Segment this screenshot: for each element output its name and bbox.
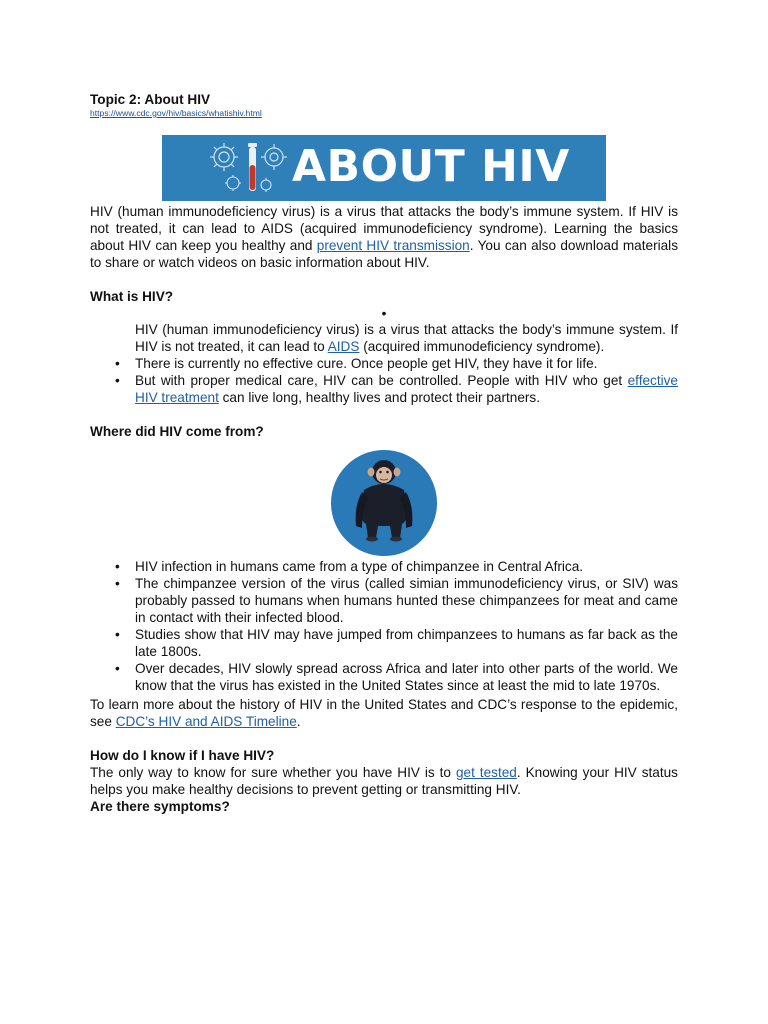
- bullet-icon: •: [115, 576, 120, 591]
- virus-icon: [225, 175, 241, 191]
- chimpanzee-illustration: [330, 448, 438, 558]
- banner-title: ABOUT HIV: [292, 141, 570, 192]
- list-item-text: But with proper medical care, HIV can be controlled. People with HIV who get: [135, 373, 628, 388]
- hiv-aids-timeline-link[interactable]: CDC’s HIV and AIDS Timeline: [115, 714, 297, 729]
- source-url-link[interactable]: https://www.cdc.gov/hiv/basics/whatishiv.html: [90, 108, 262, 118]
- list-item-text: Studies show that HIV may have jumped from chimpanzees to humans as far back as the late 1800s.: [135, 627, 678, 659]
- list-item: [115, 372, 678, 406]
- list-item-text: Over decades, HIV slowly spread across Africa and later into other parts of the world. We know that the virus has existed in the United States since at least the mid to late 1970s.: [135, 661, 678, 693]
- list-item: [115, 558, 678, 575]
- where-did-hiv-come-from-heading: Where did HIV come from?: [90, 424, 264, 439]
- list-item-text: (acquired immunodeficiency syndrome).: [359, 339, 605, 354]
- list-item: [115, 626, 678, 660]
- list-item-text: HIV infection in humans came from a type of chimpanzee in Central Africa.: [135, 559, 584, 574]
- list-item-text: The chimpanzee version of the virus (called simian immunodeficiency virus, or SIV) was probably passed to humans when humans hunted these chimpanzees for meat and came in contact with their infected blood.: [135, 576, 678, 625]
- history-paragraph: [90, 696, 678, 730]
- bullet-icon: •: [115, 559, 120, 574]
- test-tube-icon: [248, 143, 257, 191]
- effective-hiv-treatment-link[interactable]: effective HIV treatment: [135, 373, 678, 405]
- intro-paragraph: [90, 203, 678, 271]
- list-item: [115, 355, 678, 372]
- symptoms-heading: Are there symptoms?: [90, 799, 230, 814]
- get-tested-text: . Knowing your HIV status helps you make healthy decisions to prevent getting or transmitting HIV.: [90, 765, 678, 797]
- banner-icons: [162, 135, 292, 201]
- list-item: [135, 321, 678, 355]
- bullet-icon: •: [115, 356, 120, 371]
- how-do-i-know-heading: How do I know if I have HIV?: [90, 748, 275, 763]
- what-is-hiv-heading: What is HIV?: [90, 289, 174, 304]
- history-text: To learn more about the history of HIV in the United States and CDC’s response to the epidemic, see: [90, 697, 678, 729]
- list-item-text: There is currently no effective cure. Once people get HIV, they have it for life.: [135, 356, 598, 371]
- list-item-text: HIV (human immunodeficiency virus) is a virus that attacks the body’s immune system. If HIV is not treated, it can lead to: [135, 322, 678, 354]
- virus-icon: [210, 143, 238, 171]
- bullet-icon: •: [115, 627, 120, 642]
- hiv-origin-list: [90, 558, 678, 694]
- bullet-icon: •: [115, 661, 120, 676]
- intro-text: . You can also download materials to share or watch videos on basic information about HIV.: [90, 238, 678, 270]
- bullet-icon: •: [115, 373, 120, 388]
- document-content: [90, 91, 678, 815]
- get-tested-paragraph: [90, 764, 678, 798]
- list-item: [115, 660, 678, 694]
- virus-icon: [261, 144, 287, 170]
- virus-icon: [261, 178, 271, 192]
- history-text: .: [296, 714, 301, 729]
- list-item-text: can live long, healthy lives and protect their partners.: [218, 390, 540, 405]
- about-hiv-banner: [162, 135, 606, 201]
- chimpanzee-icon: [330, 448, 438, 558]
- intro-text: HIV (human immunodeficiency virus) is a virus that attacks the body’s immune system. If HIV is not treated, it can lead to AIDS (acquired immunodeficiency syndrome). Learning the basics about HIV can keep you healthy and: [90, 204, 678, 253]
- empty-bullet: •: [381, 306, 387, 321]
- topic-title: Topic 2: About HIV: [90, 92, 211, 107]
- list-item: [115, 575, 678, 626]
- what-is-hiv-list: [90, 321, 678, 406]
- aids-link[interactable]: AIDS: [327, 339, 360, 354]
- prevent-hiv-transmission-link[interactable]: prevent HIV transmission: [316, 238, 470, 253]
- get-tested-text: The only way to know for sure whether you have HIV is to: [90, 765, 456, 780]
- get-tested-link[interactable]: get tested: [455, 765, 517, 780]
